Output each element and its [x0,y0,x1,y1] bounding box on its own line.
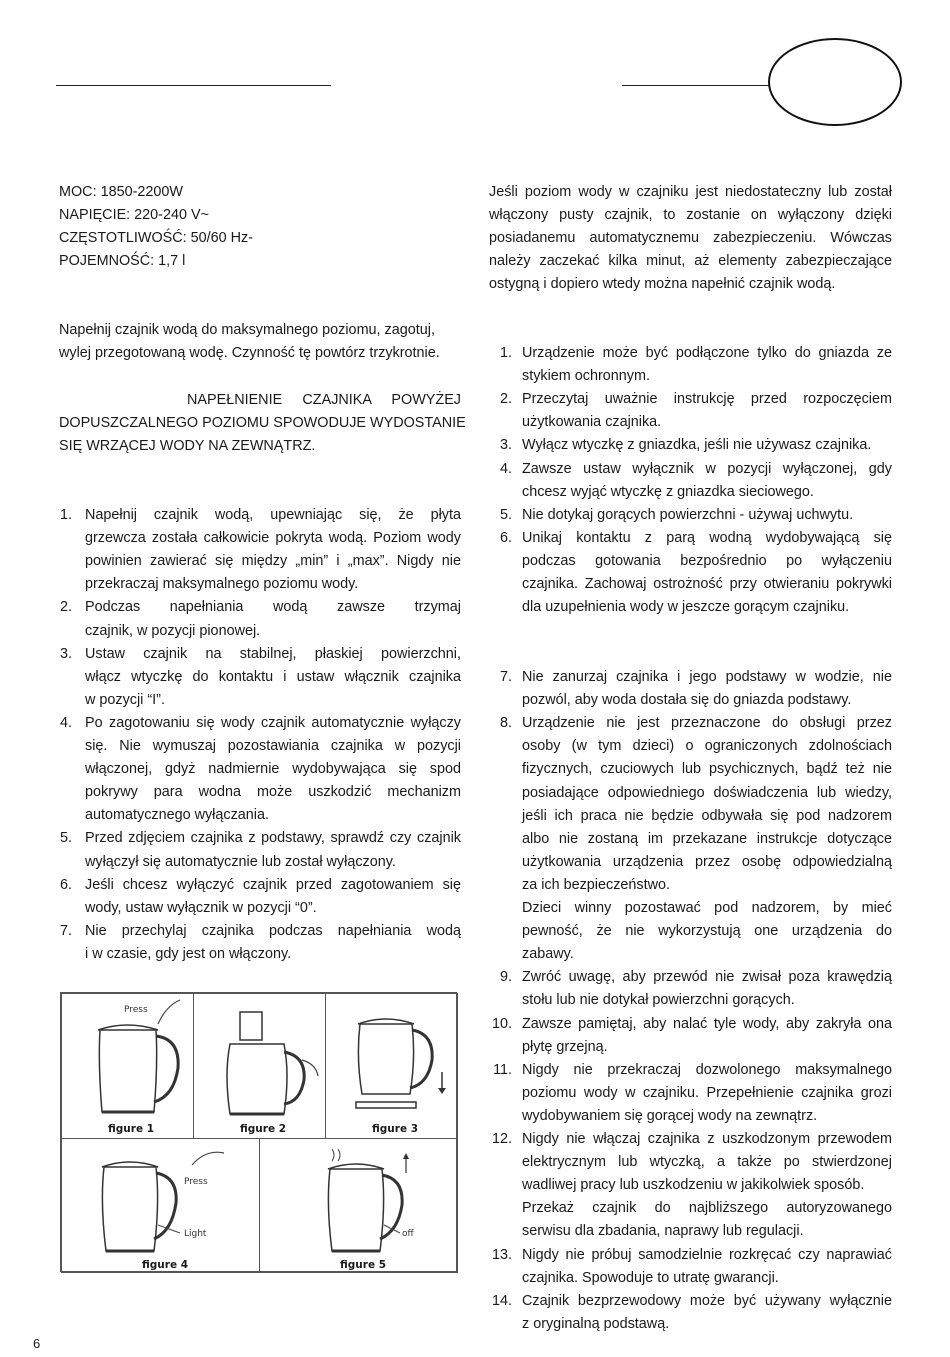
list-item-number: 11. [493,1061,512,1078]
list-item-line: włącz wtyczkę do kontaktu i ustaw włącznik czajnika [85,668,461,685]
list-item-number: 3. [59,645,72,662]
list-item-line: Nie przechylaj czajnika podczas napełniania wodą [85,922,461,939]
list-item-number: 2. [59,599,72,616]
figure-5: off figure 5 [259,1138,458,1273]
list-item-line: wydobywaniem się gorącej wody na zewnątrz. [522,1107,818,1124]
list-item-line: Nigdy nie przekraczaj dozwolonego maksymalnego [522,1061,892,1078]
list-item-line: Unikaj kontaktu z parą wodną wydobywającą się [522,529,892,546]
list-item-line: Nie dotykaj gorących powierzchni - używaj uchwytu. [522,506,854,523]
list-item-number: 3. [499,437,512,454]
list-item-line: Nigdy nie włączaj czajnika z uszkodzonym przewodem [522,1131,892,1147]
figure-2 [193,993,326,1139]
figure-1: Press figure 1 [61,993,194,1139]
list-item-line: się. Nie wymuszaj pozostawiania czajnika w pozycji [85,738,461,754]
figure-2-caption: figure 2 [240,1123,287,1135]
list-item-number: 2. [499,391,512,408]
figure-5-caption: figure 5 [340,1259,387,1271]
figure-3-caption: figure 3 [372,1123,419,1135]
figures-panel [60,992,457,1272]
list-item-line: w pozycji “I”. [85,691,165,708]
list-item-line: serwisu dla zbadania, naprawy lub regulacji. [522,1223,804,1240]
list-item-line: automatycznego wyłączania. [85,807,269,824]
list-item-line: stołu lub nie dotykał powierzchni gorących. [522,992,795,1009]
list-item-number: 5. [59,830,72,847]
list-item-line: elektrycznym lub wtyczką, a także po stwierdzonej [522,1154,892,1171]
list-item-number: 10. [491,1015,512,1032]
list-item-line: za ich bezpieczeństwo. [522,876,670,893]
list-item-number: 7. [499,669,512,685]
list-item-line: użytkowania urządzenia przez osobę odpowiedzialną [522,853,892,870]
list-item-line: osoby (w tym dzieci) o ograniczonych zdolnościach [522,738,892,755]
list-item-line: Nigdy nie próbuj samodzielnie rozkręcać czy naprawiać [522,1246,892,1263]
list-item-line: poziomu wody w czajniku. Przepełnienie czajnika grozi [522,1084,892,1101]
list-item-line: pokrywy para wodna może uszkodzić mechanizm [85,784,461,801]
spec-power: MOC: 1850-2200W [59,184,183,200]
header-rule-left [56,85,331,86]
list-item-line: Dzieci winny pozostawać pod nadzorem, by mieć [522,900,892,916]
list-item-line: Zwróć uwagę, aby przewód nie zwisał poza krawędzią [522,969,892,986]
list-item-number: 12. [491,1131,512,1147]
list-item-line: płytę grzejną. [522,1038,608,1055]
list-item-line: Podczas napełniania wodą zawsze trzymaj [85,599,461,616]
figure-1-caption: figure 1 [108,1123,155,1135]
list-item-line: Czajnik bezprzewodowy może być używany wyłącznie [522,1292,892,1309]
list-item-line: i w czasie, gdy jest on włączony. [85,945,292,962]
list-item-number: 4. [499,460,512,477]
list-item-number: 1. [59,507,72,523]
spec-capacity: POJEMNOŚĆ: 1,7 l [59,253,186,269]
list-item-line: Wyłącz wtyczkę z gniazdka, jeśli nie używasz czajnika. [522,437,872,454]
list-item-line: posiadające odpowiedniego doświadczenia lub wiedzy, [522,784,892,801]
list-item-number: 5. [499,506,512,523]
list-item-line: jeśli ich praca nie będzie odbywała się pod nadzorem [522,807,892,824]
list-item-line: Nie zanurzaj czajnika i jego podstawy w wodzie, nie [522,669,892,685]
list-item-line: włączonej, gdyż nadmiernie wydobywająca się spod [85,761,461,778]
list-item-line: pewność, że nie wykorzystują one urządzenia do [522,923,892,940]
list-item-line: przekraczaj maksymalnego poziomu wody. [85,576,359,593]
list-item-number: 8. [499,715,512,732]
list-item-line: wyłączył się automatycznie lub został wyłączony. [85,853,396,870]
list-item-line: Po zagotowaniu się wody czajnik automatycznie wyłączy [85,714,461,731]
kettle-switch-off-illustration [260,1139,457,1272]
list-item-line: fizycznych, czuciowych lub psychicznych, bądź też nie [522,761,892,778]
list-item-number: 6. [499,529,512,546]
list-item-line: z oryginalną podstawą. [522,1315,670,1332]
figure-4: Press Light figure 4 [61,1138,260,1273]
list-item-number: 4. [59,714,72,731]
list-item-line: Zawsze ustaw wyłącznik w pozycji wyłączonej, gdy [522,460,892,477]
spec-frequency: CZĘSTOTLIWOŚĆ: 50/60 Hz- [59,230,254,246]
list-item-line: czajnik, w pozycji pionowej. [85,622,261,639]
list-item-line: zabawy. [522,946,574,963]
list-item-line: wody, ustaw wyłącznik w pozycji “0”. [85,899,317,916]
page-number: 6 [33,1336,41,1351]
list-item-line: Ustaw czajnik na stabilnej, płaskiej powierzchni, [85,645,461,662]
list-item-number: 7. [59,922,72,939]
list-item-line: Zawsze pamiętaj, aby nalać tyle wody, aby zakryła ona [522,1015,892,1032]
list-item-line: stykiem ochronnym. [522,368,650,385]
list-item-number: 1. [499,345,512,361]
list-item-line: powinien zawierać się między „min” i „max”. Nigdy nie [85,553,461,570]
list-item-line: czajnika. Zachowaj ostrożność przy otwieraniu pokrywki [522,576,892,592]
list-item-number: 13. [491,1246,512,1263]
list-item-line: czajnika. Spowoduje to utratę gwarancji. [522,1269,779,1286]
header-oval [768,38,902,126]
list-item-line: Urządzenie nie jest przeznaczone do obsługi przez [522,715,892,732]
list-item-line: Napełnij czajnik wodą, upewniając się, że płyta [85,507,461,523]
kettle-switch-on-illustration [62,1139,259,1272]
list-item-number: 9. [499,969,512,986]
kettle-fill-illustration [194,994,325,1138]
list-item-line: Przeczytaj uważnie instrukcję przed rozpoczęciem [522,391,892,408]
header-rule-right [622,85,770,86]
figure-3 [325,993,458,1139]
list-item-line: Urządzenie może być podłączone tylko do gniazda ze [522,345,892,361]
list-item-number: 6. [59,876,72,893]
list-item-line: pozwól, aby woda dostała się do gniazda podstawy. [522,692,852,709]
spec-voltage: NAPIĘCIE: 220-240 V~ [59,207,209,223]
list-item-line: Przekaż czajnik do najbliższego autoryzowanego [522,1200,892,1217]
kettle-base-illustration [326,994,457,1138]
list-item-line: Jeśli chcesz wyłączyć czajnik przed zagotowaniem się [85,876,461,893]
list-item-line: albo nie zostaną im przekazane instrukcje dotyczące [522,830,892,847]
list-item-line: podczas gotowania bezpośrednio po wyłączeniu [522,552,892,569]
list-item-line: chcesz wyjąć wtyczkę z gniazdka sieciowego. [522,483,814,500]
kettle-press-illustration [62,994,193,1138]
list-item-line: użytkowania czajnika. [522,414,662,431]
list-item-line: grzewcza została całkowicie pokryta wodą. Poziom wody [85,530,461,547]
list-item-number: 14. [491,1292,512,1309]
figure-4-caption: figure 4 [142,1259,189,1271]
list-item-line: Przed zdjęciem czajnika z podstawy, sprawdź czy czajnik [85,830,461,847]
list-item-line: wadliwej pracy lub uszkodzeniu w jakikolwiek sposób. [522,1177,865,1194]
list-item-line: dla uzupełnienia wody w jeszcze gorącym czajniku. [522,599,850,616]
